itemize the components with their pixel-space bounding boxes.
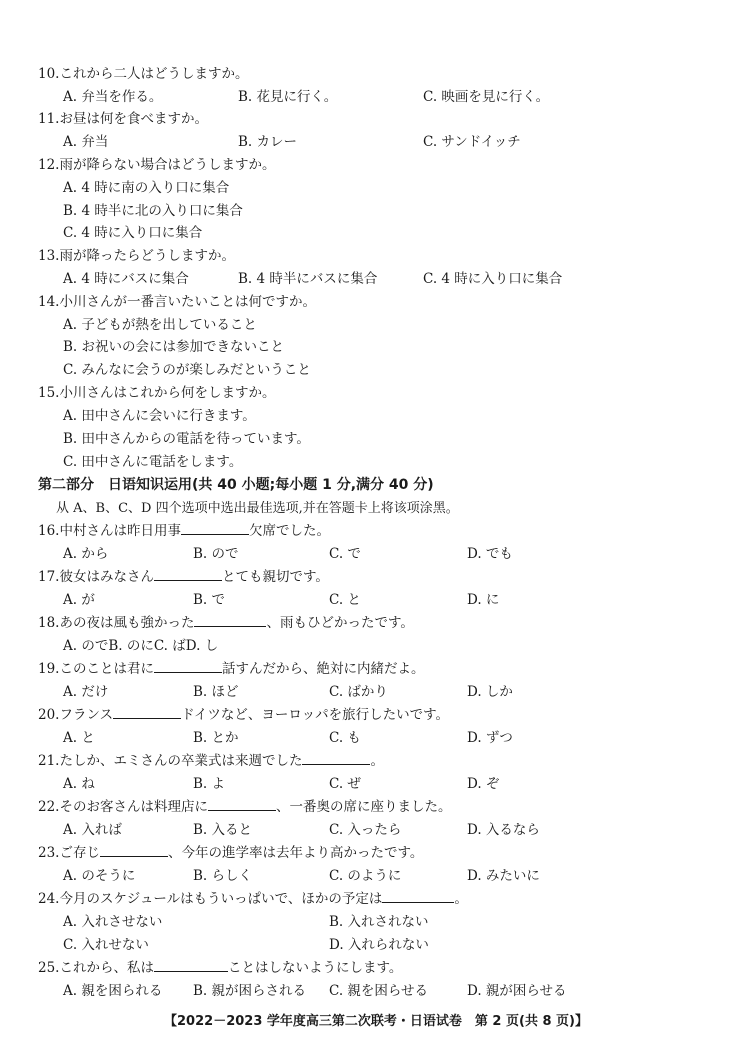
option-b: B. 入ると	[193, 822, 253, 838]
section-instruction	[0, 497, 752, 520]
question-12-option-a	[0, 177, 752, 200]
stem-after-blank: 、一番奥の席に座りました。	[275, 799, 452, 815]
question-20-options	[0, 727, 752, 750]
question-19-options	[0, 681, 752, 704]
option-a: A. 弁当	[63, 134, 109, 150]
option-b: B. で	[193, 592, 226, 608]
answer-blank	[100, 842, 168, 857]
question-stem	[38, 888, 468, 911]
answer-blank	[181, 520, 249, 535]
option-a: A. から	[63, 546, 109, 562]
option-b: B. ほど	[193, 684, 239, 700]
stem-after-blank: 。	[370, 753, 384, 769]
option-a: A. が	[63, 592, 95, 608]
question-10-options	[0, 86, 752, 109]
option-c: C. 親を困らせる	[329, 983, 429, 999]
option-b: B. 4 時半にバスに集合	[238, 271, 378, 287]
question-16	[0, 520, 752, 543]
stem-before-blank: 19.このことは君に	[38, 661, 154, 677]
option-c: C. も	[329, 730, 361, 746]
question-15-option-a	[0, 405, 752, 428]
answer-blank	[302, 750, 370, 765]
question-11-options	[0, 131, 752, 154]
option-c: C. ばかり	[329, 684, 388, 700]
option-a: A. だけ	[63, 684, 109, 700]
stem-before-blank: 21.たしか、エミさんの卒業式は来週でした	[38, 753, 303, 769]
option-b: B. 親が困らされる	[193, 983, 307, 999]
question-16-options	[0, 543, 752, 566]
question-18	[0, 612, 752, 635]
option-c: C. で	[329, 546, 361, 562]
question-14-option-b	[0, 336, 752, 359]
question-14-option-a	[0, 314, 752, 337]
option-b: B. カレー	[238, 134, 298, 150]
stem-after-blank: ことはしないようにします。	[227, 960, 403, 976]
option-b: B. 4 時半に北の入り口に集合	[63, 203, 243, 219]
option-b: B. お祝いの会には参加できないこと	[63, 339, 285, 355]
question-21	[0, 750, 752, 773]
question-24-options-cd	[0, 934, 752, 957]
option-d: D. 親が困らせる	[467, 983, 567, 999]
section-header	[0, 474, 752, 497]
question-20	[0, 704, 752, 727]
option-c: C. 田中さんに電話をします。	[63, 454, 243, 470]
question-stem: 11.お昼は何を食べますか。	[38, 111, 208, 127]
option-a: A. 入れば	[63, 822, 122, 838]
question-stem: 10.これから二人はどうしますか。	[38, 66, 249, 82]
option-a: A. のそうに	[63, 868, 136, 884]
stem-before-blank: 22.そのお客さんは料理店に	[38, 799, 208, 815]
answer-blank	[154, 957, 228, 972]
option-a: A. と	[63, 730, 95, 746]
stem-before-blank: 18.あの夜は風も強かった	[38, 615, 195, 631]
option-c: C. と	[329, 592, 361, 608]
question-24	[0, 888, 752, 911]
stem-after-blank: 、今年の進学率は去年より高かったです。	[167, 845, 424, 861]
question-stem: 14.小川さんが一番言いたいことは何ですか。	[38, 294, 316, 310]
option-a: A. 子どもが熱を出していること	[63, 317, 257, 333]
question-stem: 15.小川さんはこれから何をしますか。	[38, 385, 276, 401]
stem-after-blank: 話すんだから、絶対に内緒だよ。	[221, 661, 425, 677]
stem-before-blank: 23.ご存じ	[38, 845, 100, 861]
answer-blank	[113, 704, 181, 719]
question-15	[0, 382, 752, 405]
answer-blank	[208, 796, 276, 811]
option-a: A. 弁当を作る。	[63, 89, 163, 105]
question-11	[0, 108, 752, 131]
stem-before-blank: 24.今月のスケジュールはもういっぱいで、ほかの予定は	[38, 891, 383, 907]
option-a: A. 4 時に南の入り口に集合	[63, 180, 230, 196]
option-c: C. 映画を見に行く。	[423, 89, 550, 105]
question-25-options	[0, 980, 752, 1003]
question-15-option-b	[0, 428, 752, 451]
stem-after-blank: 。	[454, 891, 468, 907]
question-stem	[38, 658, 424, 681]
question-17	[0, 566, 752, 589]
question-14	[0, 291, 752, 314]
question-13-options	[0, 268, 752, 291]
option-d: D. みたいに	[467, 868, 540, 884]
options-combined: A. のでB. のにC. ばD. し	[63, 638, 219, 654]
question-12	[0, 154, 752, 177]
option-c: C. ぜ	[329, 776, 361, 792]
option-c: C. 4 時に入り口に集合	[63, 225, 203, 241]
option-b: B. よ	[193, 776, 226, 792]
question-stem	[38, 957, 402, 980]
question-18-options	[0, 635, 752, 658]
question-13	[0, 245, 752, 268]
option-d: D. でも	[467, 546, 513, 562]
stem-after-blank: 、雨もひどかったです。	[266, 615, 414, 631]
option-b: B. らしく	[193, 868, 253, 884]
option-d: D. 入るなら	[467, 822, 540, 838]
answer-blank	[382, 888, 454, 903]
option-a: A. 入れさせない	[63, 914, 163, 930]
option-c: C. のように	[329, 868, 402, 884]
question-stem	[38, 704, 449, 727]
stem-after-blank: 欠席でした。	[248, 523, 330, 539]
question-stem	[38, 520, 330, 543]
question-23-options	[0, 865, 752, 888]
option-b: B. とか	[193, 730, 239, 746]
question-25	[0, 957, 752, 980]
question-stem	[38, 842, 423, 865]
question-stem	[38, 566, 329, 589]
page-footer: 【2022－2023 学年度高三第二次联考・日语试卷 第 2 页(共 8 页)】	[164, 1014, 588, 1029]
option-a: A. 4 時にバスに集合	[63, 271, 189, 287]
question-12-option-c	[0, 222, 752, 245]
option-c: C. 4 時に入り口に集合	[423, 271, 563, 287]
question-23	[0, 842, 752, 865]
question-19	[0, 658, 752, 681]
question-24-options-ab	[0, 911, 752, 934]
question-14-option-c	[0, 359, 752, 382]
question-21-options	[0, 773, 752, 796]
option-a: A. 田中さんに会いに行きます。	[63, 408, 256, 424]
question-stem	[38, 750, 384, 773]
option-c: C. みんなに会うのが楽しみだということ	[63, 362, 311, 378]
option-b: B. 花見に行く。	[238, 89, 338, 105]
option-d: D. しか	[467, 684, 513, 700]
option-b: B. ので	[193, 546, 239, 562]
answer-blank	[194, 612, 266, 627]
question-17-options	[0, 589, 752, 612]
option-b: B. 入れされない	[329, 914, 429, 930]
stem-after-blank: ドイツなど、ヨーロッパを旅行したいです。	[181, 707, 450, 723]
stem-before-blank: 17.彼女はみなさん	[38, 569, 154, 585]
stem-after-blank: とても親切です。	[221, 569, 329, 585]
question-10	[0, 63, 752, 86]
option-d: D. ずつ	[467, 730, 513, 746]
answer-blank	[154, 658, 222, 673]
question-15-option-c	[0, 451, 752, 474]
question-stem	[38, 612, 414, 635]
question-stem: 13.雨が降ったらどうしますか。	[38, 248, 235, 264]
question-stem	[38, 796, 451, 819]
question-22	[0, 796, 752, 819]
option-c: C. 入ったら	[329, 822, 402, 838]
question-stem: 12.雨が降らない場合はどうしますか。	[38, 157, 276, 173]
section-title: 第二部分 日语知识运用(共 40 小题;每小题 1 分,满分 40 分)	[38, 477, 434, 493]
option-d: D. ぞ	[467, 776, 500, 792]
option-c: C. サンドイッチ	[423, 134, 521, 150]
stem-before-blank: 16.中村さんは昨日用事	[38, 523, 181, 539]
option-a: A. 親を困られる	[63, 983, 163, 999]
question-12-option-b	[0, 200, 752, 223]
option-a: A. ね	[63, 776, 95, 792]
option-d: D. 入れられない	[329, 937, 429, 953]
instruction-text: 从 A、B、C、D 四个选项中选出最佳选项,并在答题卡上将该项涂黑。	[56, 501, 459, 516]
option-c: C. 入れせない	[63, 937, 149, 953]
option-d: D. に	[467, 592, 500, 608]
answer-blank	[154, 566, 222, 581]
stem-before-blank: 20.フランス	[38, 707, 114, 723]
question-22-options	[0, 819, 752, 842]
stem-before-blank: 25.これから、私は	[38, 960, 154, 976]
option-b: B. 田中さんからの電話を待っています。	[63, 431, 310, 447]
